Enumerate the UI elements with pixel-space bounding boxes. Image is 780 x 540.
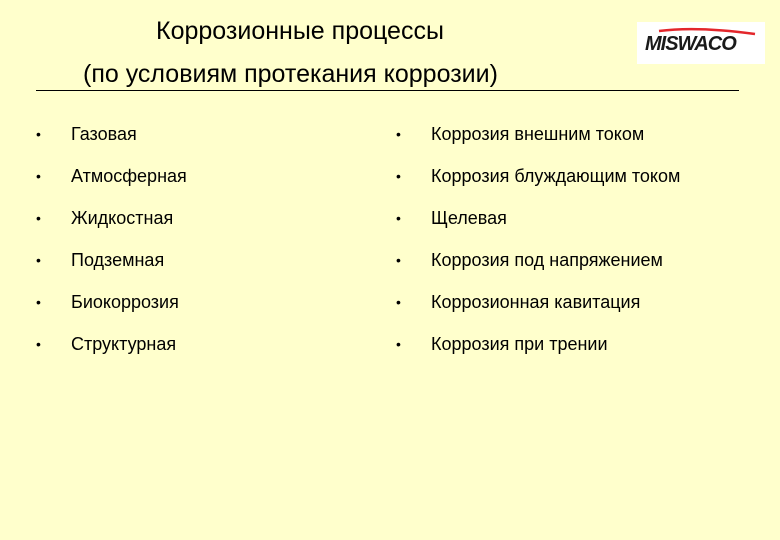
list-item — [396, 278, 776, 320]
list-item-label: Атмосферная — [71, 166, 187, 186]
list-item-label: Газовая — [71, 124, 137, 144]
bullet-icon: • — [36, 252, 41, 268]
miswaco-logo-graphic — [637, 22, 765, 64]
slide-subtitle: (по условиям протекания коррозии) — [83, 60, 498, 88]
bullet-icon: • — [396, 336, 401, 352]
list-item-label: Жидкостная — [71, 208, 174, 228]
corrosion-list-right — [396, 110, 776, 362]
list-item — [396, 152, 776, 194]
list-item — [396, 236, 776, 278]
list-item — [36, 236, 366, 278]
list-item — [36, 194, 366, 236]
bullet-icon: • — [396, 294, 401, 310]
list-item — [36, 278, 366, 320]
list-item-label: Подземная — [71, 250, 165, 270]
bullet-icon: • — [36, 126, 41, 142]
title-underline — [36, 90, 739, 91]
list-item-label: Коррозия внешним током — [431, 124, 645, 144]
bullet-icon: • — [36, 210, 41, 226]
bullet-icon: • — [396, 126, 401, 142]
list-item — [396, 194, 776, 236]
miswaco-logo — [637, 22, 765, 64]
bullet-icon: • — [36, 294, 41, 310]
list-item — [36, 152, 366, 194]
bullet-icon: • — [396, 252, 401, 268]
list-item-label: Структурная — [71, 334, 177, 354]
list-item-label: Коррозия под напряжением — [431, 250, 663, 270]
list-item — [396, 110, 776, 152]
bullet-icon: • — [396, 168, 401, 184]
list-item-label: Коррозионная кавитация — [431, 292, 641, 312]
list-item-label: Биокоррозия — [71, 292, 179, 312]
slide-title: Коррозионные процессы — [156, 17, 444, 45]
list-item — [36, 320, 366, 362]
list-item-label: Коррозия при трении — [431, 334, 608, 354]
list-item — [36, 110, 366, 152]
miswaco-logo-text: MISWACO — [645, 33, 736, 55]
corrosion-list-left — [36, 110, 366, 362]
list-item-label: Коррозия блуждающим током — [431, 166, 681, 186]
bullet-icon: • — [396, 210, 401, 226]
bullet-icon: • — [36, 336, 41, 352]
list-item — [396, 320, 776, 362]
list-item-label: Щелевая — [431, 208, 507, 228]
bullet-icon: • — [36, 168, 41, 184]
